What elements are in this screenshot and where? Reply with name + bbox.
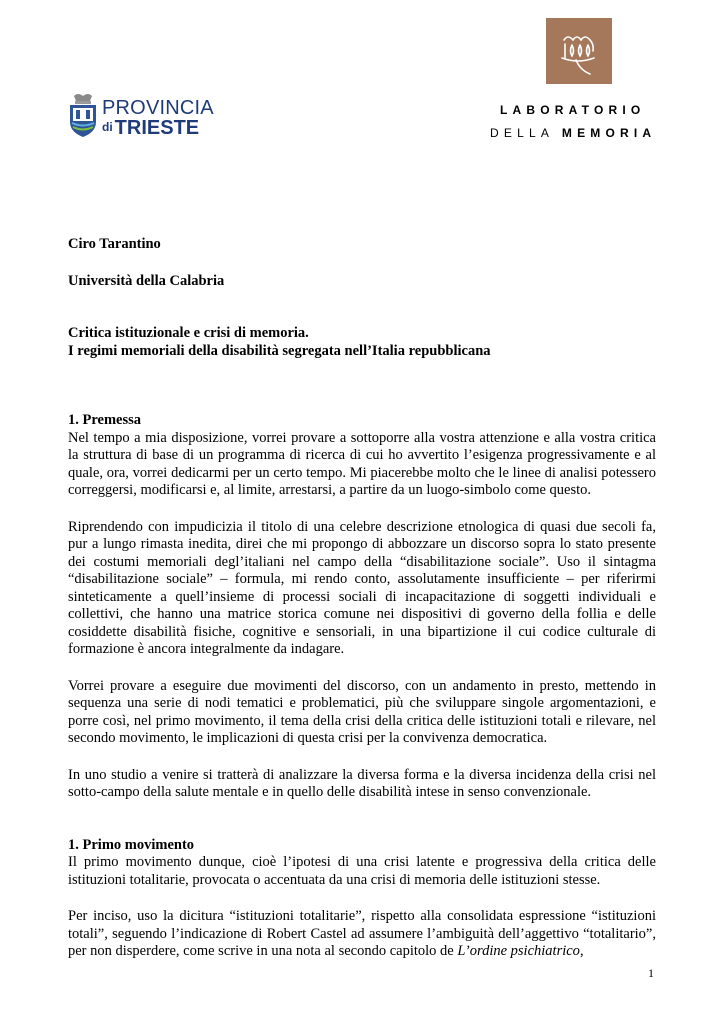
section-heading-premessa: 1. Premessa [68, 412, 142, 428]
logo-della-memoria-text [490, 126, 656, 140]
memoria-glyph-icon [546, 18, 612, 84]
page-number: 1 [648, 966, 654, 980]
logo-trieste-text: TRIESTE [114, 117, 200, 139]
paragraph: Riprendendo con impudicizia il titolo di una celebre descrizione etnologica di quasi due secoli fa, pur a lungo rimasta inedita, direi che mi propongo di abbozzare un discorso sopra lo stato presente dei costumi memoriali degl’italiani nel campo della “disabilitazione sociale”. Uso il sintagma “disabilitazione sociale” – formula, mi rendo conto, assolutamente insufficiente – per riferirmi sinteticamente a quell’insieme di processi sociali di incapacitazione di soggetti individuali e collettivi, che hanno una matrice storica comune nei dispositivi di governo della follia e delle cosiddette disabilità fisiche, cognitive e sensoriali, in una bipartizione il cui codice culturale di formazione è ancora integralmente da indagare. [68, 518, 656, 657]
document-body [68, 236, 656, 961]
title-line-2: I regimi memoriali della disabilità segregata nell’Italia repubblicana [68, 342, 491, 359]
provincia-trieste-logo [68, 92, 218, 140]
logo-della-text: DELLA [490, 126, 554, 140]
logo-di-text: di [102, 120, 113, 134]
logo-memoria-text: MEMORIA [561, 126, 657, 140]
logo-laboratorio-text: LABORATORIO [500, 103, 646, 117]
paragraph: Vorrei provare a eseguire due movimenti del discorso, con un andamento in presto, mettendo in sequenza una serie di nodi tematici e problematici, più che sviluppare singole argomentazioni, e porre così, nel primo movimento, il tema della crisi della critica delle istituzioni totali e rilevare, nel secondo movimento, le implicazioni di questa crisi per la convivenza democratica. [68, 677, 656, 746]
title-line-1: Critica istituzionale e crisi di memoria. [68, 325, 309, 341]
author-name: Ciro Tarantino [68, 236, 161, 252]
affiliation: Università della Calabria [68, 272, 225, 289]
paragraph: In uno studio a venire si tratterà di analizzare la diversa forma e la diversa incidenza della crisi nel sotto-campo della salute mentale e in quello delle disabilità intese in senso convenzionale. [68, 766, 656, 800]
paragraph: Il primo movimento dunque, cioè l’ipotesi di una crisi latente e progressiva della critica delle istituzioni totalitarie, provocata o accentuata da una crisi di memoria delle istituzioni stesse. [68, 854, 656, 888]
paragraph-end: , [579, 943, 584, 959]
logo-provincia-text: PROVINCIA [102, 97, 214, 119]
paragraph-text: Per inciso, uso la dicitura “istituzioni totalitarie”, rispetto alla consolidata espressione “istituzioni totali”, seguendo l’indicazione di Robert Castel ad assumere l’ambiguità dell’aggettivo “totalitario”, per non disperdere, come scrive in una nota al secondo capitolo de [68, 908, 656, 959]
paragraph [68, 908, 656, 961]
laboratorio-logo-mark [546, 18, 612, 84]
book-title: L’ordine psichiatrico [457, 943, 580, 959]
crest-icon [68, 92, 98, 138]
section-heading-primo-movimento: 1. Primo movimento [68, 836, 195, 853]
paragraph: Nel tempo a mia disposizione, vorrei provare a sottoporre alla vostra attenzione e alla vostra critica la struttura di base di un programma di ricerca di cui ho avvertito l’esigenza progressivamente e al quale, ora, vorrei dedicarmi per un certo tempo. Mi piacerebbe molto che le linee di analisi potessero correggersi, modificarsi e, al limite, arrestarsi, a partire da un luogo-simbolo come questo. [68, 429, 656, 498]
